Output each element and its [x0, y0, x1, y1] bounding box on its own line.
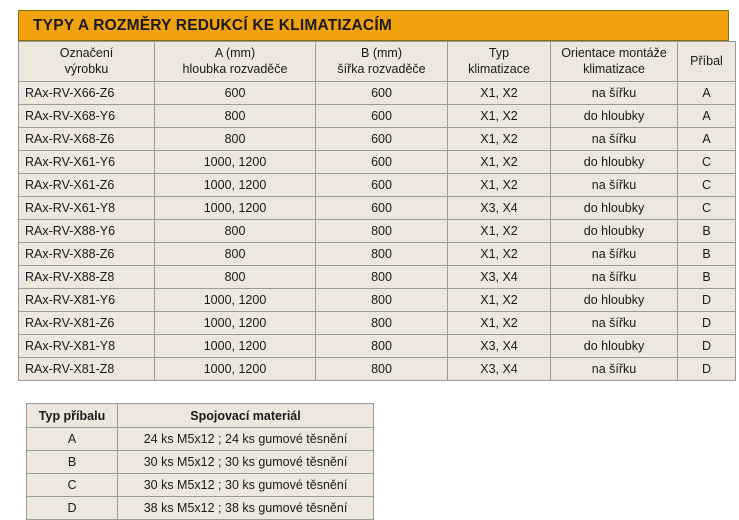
- cell-ac-type: X1, X2: [448, 289, 551, 312]
- cell-width: 800: [316, 266, 448, 289]
- cell-ac-type: X1, X2: [448, 243, 551, 266]
- table-row: [27, 497, 374, 520]
- cell-designation: RAx-RV-X88-Z8: [19, 266, 155, 289]
- cell-accessory: D: [678, 335, 736, 358]
- accessory-kit-table: [26, 403, 374, 520]
- cell-accessory: A: [678, 128, 736, 151]
- cell-width: 600: [316, 174, 448, 197]
- cell-orientation: do hloubky: [551, 289, 678, 312]
- cell-designation: RAx-RV-X68-Y6: [19, 105, 155, 128]
- cell-orientation: do hloubky: [551, 105, 678, 128]
- cell-depth: 800: [155, 266, 316, 289]
- cell-width: 800: [316, 220, 448, 243]
- cell-orientation: do hloubky: [551, 220, 678, 243]
- cell-depth: 800: [155, 243, 316, 266]
- table-row: [19, 105, 736, 128]
- column-header-designation-line1: Označení: [59, 45, 114, 60]
- column-header-designation-line2: výrobku: [64, 61, 109, 76]
- cell-depth: 1000, 1200: [155, 335, 316, 358]
- cell-ac-type: X3, X4: [448, 358, 551, 381]
- accessory-kit-table-head: [27, 404, 374, 428]
- table-gap-divider: [12, 381, 727, 403]
- table-row: [19, 289, 736, 312]
- cell-accessory: A: [678, 105, 736, 128]
- table-row: [27, 428, 374, 451]
- cell-designation: RAx-RV-X81-Z6: [19, 312, 155, 335]
- cell-designation: RAx-RV-X61-Z6: [19, 174, 155, 197]
- column-header-accessory-line1: Příbal: [690, 53, 723, 68]
- table-header-row: [19, 42, 736, 82]
- cell-orientation: do hloubky: [551, 335, 678, 358]
- cell-fastening-material: 24 ks M5x12 ; 24 ks gumové těsnění: [118, 428, 374, 451]
- cell-designation: RAx-RV-X81-Y6: [19, 289, 155, 312]
- cell-width: 800: [316, 243, 448, 266]
- dimensions-table-head: [19, 42, 736, 82]
- cell-orientation: na šířku: [551, 266, 678, 289]
- table-row: [27, 474, 374, 497]
- cell-orientation: do hloubky: [551, 197, 678, 220]
- cell-orientation: na šířku: [551, 243, 678, 266]
- cell-ac-type: X1, X2: [448, 128, 551, 151]
- table-row: [19, 266, 736, 289]
- cell-orientation: do hloubky: [551, 151, 678, 174]
- column-header-designation: [19, 42, 155, 82]
- column-header-kit-type: Typ příbalu: [27, 404, 118, 428]
- cell-depth: 800: [155, 128, 316, 151]
- cell-kit-type: B: [27, 451, 118, 474]
- cell-designation: RAx-RV-X88-Y6: [19, 220, 155, 243]
- cell-orientation: na šířku: [551, 174, 678, 197]
- cell-accessory: C: [678, 174, 736, 197]
- cell-ac-type: X3, X4: [448, 335, 551, 358]
- table-row: [19, 335, 736, 358]
- cell-fastening-material: 30 ks M5x12 ; 30 ks gumové těsnění: [118, 451, 374, 474]
- cell-designation: RAx-RV-X81-Z8: [19, 358, 155, 381]
- cell-designation: RAx-RV-X61-Y6: [19, 151, 155, 174]
- cell-accessory: D: [678, 289, 736, 312]
- cell-orientation: na šířku: [551, 82, 678, 105]
- cell-orientation: na šířku: [551, 358, 678, 381]
- column-header-width-line1: B (mm): [361, 45, 402, 60]
- cell-depth: 800: [155, 220, 316, 243]
- table-row: [19, 358, 736, 381]
- cell-width: 800: [316, 289, 448, 312]
- table-header-row: [27, 404, 374, 428]
- cell-designation: RAx-RV-X61-Y8: [19, 197, 155, 220]
- cell-ac-type: X3, X4: [448, 266, 551, 289]
- cell-width: 800: [316, 335, 448, 358]
- cell-width: 600: [316, 197, 448, 220]
- column-header-depth-line1: A (mm): [214, 45, 256, 60]
- cell-depth: 800: [155, 105, 316, 128]
- cell-accessory: A: [678, 82, 736, 105]
- table-row: [19, 151, 736, 174]
- page-title: TYPY A ROZMĚRY REDUKCÍ KE KLIMATIZACÍM: [33, 16, 392, 34]
- cell-depth: 1000, 1200: [155, 312, 316, 335]
- cell-depth: 1000, 1200: [155, 358, 316, 381]
- column-header-width: [316, 42, 448, 82]
- table-row: [27, 451, 374, 474]
- cell-kit-type: D: [27, 497, 118, 520]
- cell-kit-type: C: [27, 474, 118, 497]
- cell-designation: RAx-RV-X88-Z6: [19, 243, 155, 266]
- cell-depth: 600: [155, 82, 316, 105]
- cell-ac-type: X3, X4: [448, 197, 551, 220]
- cell-depth: 1000, 1200: [155, 289, 316, 312]
- cell-ac-type: X1, X2: [448, 312, 551, 335]
- cell-orientation: na šířku: [551, 128, 678, 151]
- cell-fastening-material: 30 ks M5x12 ; 30 ks gumové těsnění: [118, 474, 374, 497]
- table-row: [19, 197, 736, 220]
- cell-designation: RAx-RV-X66-Z6: [19, 82, 155, 105]
- column-header-fastening-material: Spojovací materiál: [118, 404, 374, 428]
- column-header-depth-line2: hloubka rozvaděče: [182, 61, 288, 76]
- cell-width: 800: [316, 312, 448, 335]
- cell-depth: 1000, 1200: [155, 151, 316, 174]
- cell-width: 600: [316, 105, 448, 128]
- document-title-bar: [18, 10, 729, 41]
- cell-accessory: D: [678, 358, 736, 381]
- cell-width: 600: [316, 82, 448, 105]
- cell-accessory: B: [678, 243, 736, 266]
- cell-ac-type: X1, X2: [448, 105, 551, 128]
- cell-accessory: C: [678, 151, 736, 174]
- table-row: [19, 220, 736, 243]
- column-header-ac-type-line2: klimatizace: [468, 61, 530, 76]
- cell-fastening-material: 38 ks M5x12 ; 38 ks gumové těsnění: [118, 497, 374, 520]
- cell-accessory: D: [678, 312, 736, 335]
- cell-ac-type: X1, X2: [448, 174, 551, 197]
- column-header-depth: [155, 42, 316, 82]
- cell-orientation: na šířku: [551, 312, 678, 335]
- cell-accessory: C: [678, 197, 736, 220]
- cell-ac-type: X1, X2: [448, 220, 551, 243]
- table-row: [19, 82, 736, 105]
- column-header-accessory: [678, 42, 736, 82]
- accessory-kit-table-body: [27, 428, 374, 520]
- cell-width: 600: [316, 151, 448, 174]
- column-header-orientation-line1: Orientace montáže: [561, 45, 667, 60]
- cell-width: 800: [316, 358, 448, 381]
- column-header-ac-type-line1: Typ: [488, 45, 510, 60]
- cell-ac-type: X1, X2: [448, 82, 551, 105]
- cell-designation: RAx-RV-X81-Y8: [19, 335, 155, 358]
- dimensions-table-body: [19, 82, 736, 381]
- dimensions-table: [18, 41, 736, 381]
- column-header-ac-type: [448, 42, 551, 82]
- cell-accessory: B: [678, 266, 736, 289]
- column-header-width-line2: šířka rozvaděče: [337, 61, 426, 76]
- cell-depth: 1000, 1200: [155, 197, 316, 220]
- table-row: [19, 243, 736, 266]
- cell-kit-type: A: [27, 428, 118, 451]
- cell-width: 600: [316, 128, 448, 151]
- column-header-orientation: [551, 42, 678, 82]
- cell-ac-type: X1, X2: [448, 151, 551, 174]
- column-header-orientation-line2: klimatizace: [583, 61, 645, 76]
- cell-depth: 1000, 1200: [155, 174, 316, 197]
- cell-designation: RAx-RV-X68-Z6: [19, 128, 155, 151]
- cell-accessory: B: [678, 220, 736, 243]
- table-row: [19, 174, 736, 197]
- table-row: [19, 128, 736, 151]
- table-row: [19, 312, 736, 335]
